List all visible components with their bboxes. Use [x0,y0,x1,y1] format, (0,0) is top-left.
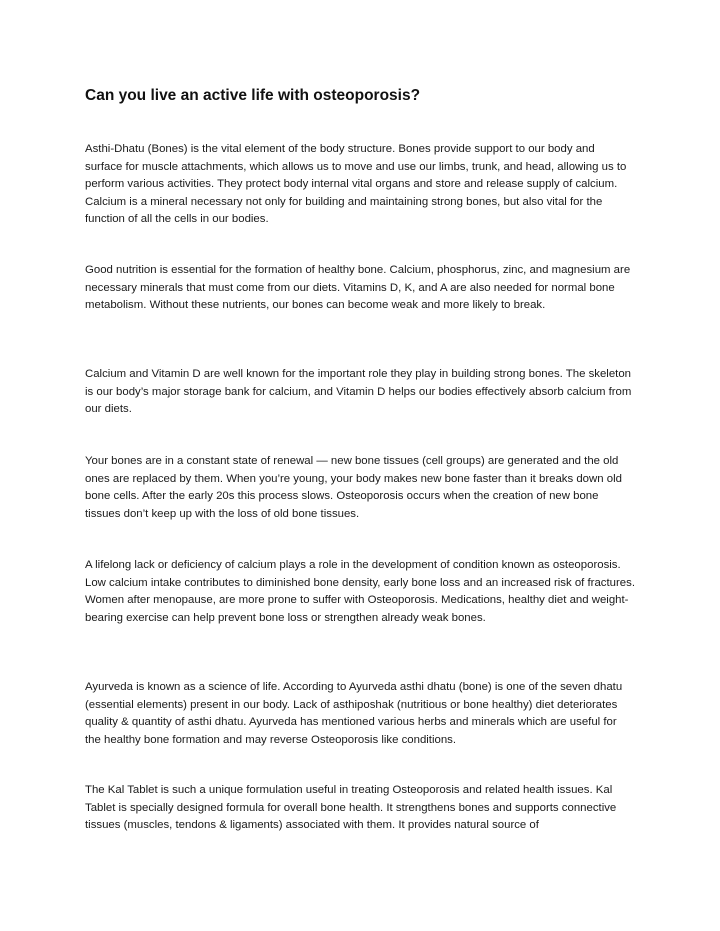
paragraph-ayurveda: Ayurveda is known as a science of life. According to Ayurveda asthi dhatu (bone) is one of the seven dhatu (essential elements) present in our body. Lack of asthiposhak (nutritious or bone healthy) diet deteriorates quality & quantity of asthi dhatu. Ayurveda has mentioned various herbs and minerals which are useful for the healthy bone formation and may reverse Osteoporosis like conditions. [85,681,623,746]
paragraph-nutrition: Good nutrition is essential for the formation of healthy bone. Calcium, phosphorus, zinc, and magnesium are necessary minerals that must come from our diets. Vitamins D, K, and A are also needed for normal bone metabolism. Without these nutrients, our bones can become weak and more likely to break. [85,264,631,312]
paragraph-bone-renewal: Your bones are in a constant state of renewal — new bone tissues (cell groups) are generated and the old ones are replaced by them. When you’re young, your body makes new bone faster than it breaks down old bone cells. After the early 20s this process slows. Osteoporosis occurs when the creation of new bone tissues don’t keep up with the loss of old bone tissues. [85,455,622,520]
page-title: Can you live an active life with osteoporosis? [85,87,421,104]
paragraph-calcium-vitamin-d: Calcium and Vitamin D are well known for the important role they play in building strong bones. The skeleton is our body’s major storage bank for calcium, and Vitamin D helps our bodies effectively absorb calcium from our diets. [85,368,632,416]
paragraph-kal-tablet: The Kal Tablet is such a unique formulation useful in treating Osteoporosis and related health issues. Kal Tablet is specially designed formula for overall bone health. It strengthens bones and supports connective tissues (muscles, tendons & ligaments) associated with them. It provides natural source of [85,784,617,832]
paragraph-calcium-deficiency: A lifelong lack or deficiency of calcium plays a role in the development of condition known as osteoporosis. Low calcium intake contributes to diminished bone density, early bone loss and an increased risk of fractures. Women after menopause, are more prone to suffer with Osteoporosis. Medications, healthy diet and weight-bearing exercise can help prevent bone loss or strengthen already weak bones. [85,559,635,624]
paragraph-bones-function: Asthi-Dhatu (Bones) is the vital element of the body structure. Bones provide support to our body and surface for muscle attachments, which allows us to move and use our limbs, trunk, and head, allowing us to perform various activities. They protect body internal vital organs and store and release supply of calcium. Calcium is a mineral necessary not only for building and maintaining strong bones, but also vital for the function of all the cells in our bodies. [85,143,627,226]
